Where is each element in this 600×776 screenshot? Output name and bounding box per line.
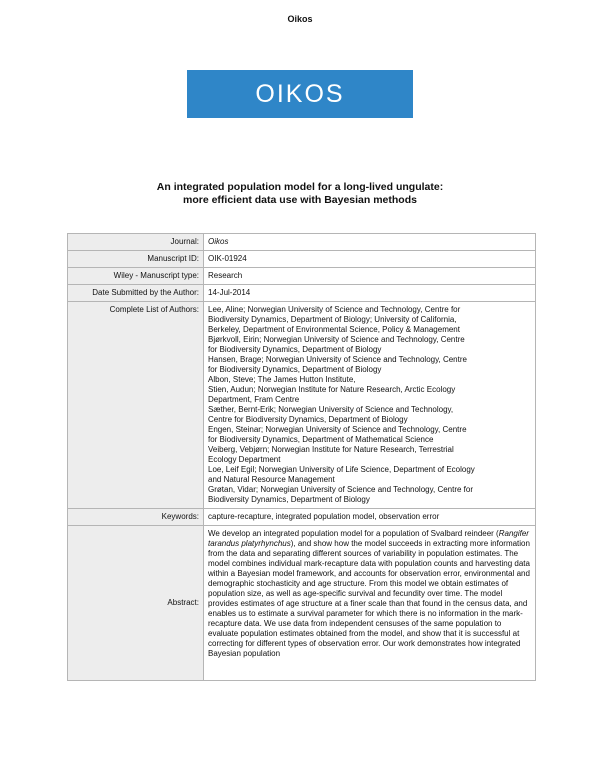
authors-value bbox=[204, 302, 536, 509]
author-line: Biodiversity Dynamics, Department of Biology bbox=[208, 495, 370, 504]
author-line: Stien, Audun; Norwegian Institute for Nature Research, Arctic Ecology bbox=[208, 385, 456, 394]
paper-title-line2: more efficient data use with Bayesian methods bbox=[183, 194, 417, 206]
abstract-text-part2: ), and show how the model succeeds in extracting more information from the data and separating different sources of variability in population estimates. The model combines individual mark-recapture data with population counts and harvesting data within a Bayesian model framework, and accounts for observation error, environmental and demographic stochasticity and age structure. From this model we obtain estimates of population size, as well as age-specific survival and fecundity over time. The model provides estimates of age structure at a finer scale than that found in the census data, and enables us to estimate a survival parameter for which there is no information in the mark-recapture data. We use data from independent censuses of the same population to evaluate population estimates obtained from the model, and show that it is successful at correcting for different types of observation error. Our work demonstrates how integrated Bayesian population bbox=[208, 539, 530, 658]
table-row bbox=[68, 234, 536, 251]
table-row bbox=[68, 509, 536, 526]
authors-label: Complete List of Authors: bbox=[68, 302, 204, 509]
author-line: for Biodiversity Dynamics, Department of Biology bbox=[208, 345, 382, 354]
manuscript-metadata-table bbox=[67, 233, 536, 681]
manuscript-id-label: Manuscript ID: bbox=[68, 251, 204, 268]
author-line: Engen, Steinar; Norwegian University of Science and Technology, Centre bbox=[208, 425, 467, 434]
author-line: Loe, Leif Egil; Norwegian University of Life Science, Department of Ecology bbox=[208, 465, 475, 474]
author-line: Albon, Steve; The James Hutton Institute, bbox=[208, 375, 356, 384]
author-line: for Biodiversity Dynamics, Department of Biology bbox=[208, 365, 382, 374]
author-line: Centre for Biodiversity Dynamics, Department of Biology bbox=[208, 415, 408, 424]
author-line: Berkeley, Department of Environmental Science, Policy & Management bbox=[208, 325, 460, 334]
abstract-text-part1: We develop an integrated population model for a population of Svalbard reindeer ( bbox=[208, 529, 499, 538]
author-line: Grøtan, Vidar; Norwegian University of Science and Technology, Centre for bbox=[208, 485, 474, 494]
date-submitted-value: 14-Jul-2014 bbox=[204, 285, 536, 302]
journal-label: Journal: bbox=[68, 234, 204, 251]
table-row bbox=[68, 285, 536, 302]
author-line: and Natural Resource Management bbox=[208, 475, 335, 484]
keywords-label: Keywords: bbox=[68, 509, 204, 526]
journal-value-text: Oikos bbox=[208, 237, 229, 246]
author-line: Bjørkvoll, Eirin; Norwegian University of Science and Technology, Centre bbox=[208, 335, 465, 344]
abstract-value bbox=[204, 526, 536, 681]
author-line: Sæther, Bernt-Erik; Norwegian University of Science and Technology, bbox=[208, 405, 454, 414]
author-line: for Biodiversity Dynamics, Department of Mathematical Science bbox=[208, 435, 434, 444]
author-line: Department, Fram Centre bbox=[208, 395, 300, 404]
paper-title bbox=[60, 181, 540, 207]
table-row bbox=[68, 251, 536, 268]
manuscript-type-label: Wiley - Manuscript type: bbox=[68, 268, 204, 285]
journal-header: Oikos bbox=[287, 14, 313, 24]
journal-value bbox=[204, 234, 536, 251]
author-line: Biodiversity Dynamics, Department of Biology; University of California, bbox=[208, 315, 457, 324]
manuscript-id-value: OIK-01924 bbox=[204, 251, 536, 268]
keywords-value: capture-recapture, integrated population model, observation error bbox=[204, 509, 536, 526]
table-row bbox=[68, 526, 536, 681]
journal-logo: OIKOS bbox=[187, 70, 413, 118]
abstract-label: Abstract: bbox=[68, 526, 204, 681]
author-line: Lee, Aline; Norwegian University of Science and Technology, Centre for bbox=[208, 305, 461, 314]
paper-title-line1: An integrated population model for a long-lived ungulate: bbox=[156, 181, 444, 193]
table-row bbox=[68, 302, 536, 509]
table-row bbox=[68, 268, 536, 285]
author-line: Hansen, Brage; Norwegian University of Science and Technology, Centre bbox=[208, 355, 467, 364]
manuscript-type-value: Research bbox=[204, 268, 536, 285]
author-line: Ecology Department bbox=[208, 455, 281, 464]
date-submitted-label: Date Submitted by the Author: bbox=[68, 285, 204, 302]
author-line: Veiberg, Vebjørn; Norwegian Institute for Nature Research, Terrestrial bbox=[208, 445, 454, 454]
abstract-species-name: Rangifer tarandus platyrhynchus bbox=[208, 529, 529, 548]
